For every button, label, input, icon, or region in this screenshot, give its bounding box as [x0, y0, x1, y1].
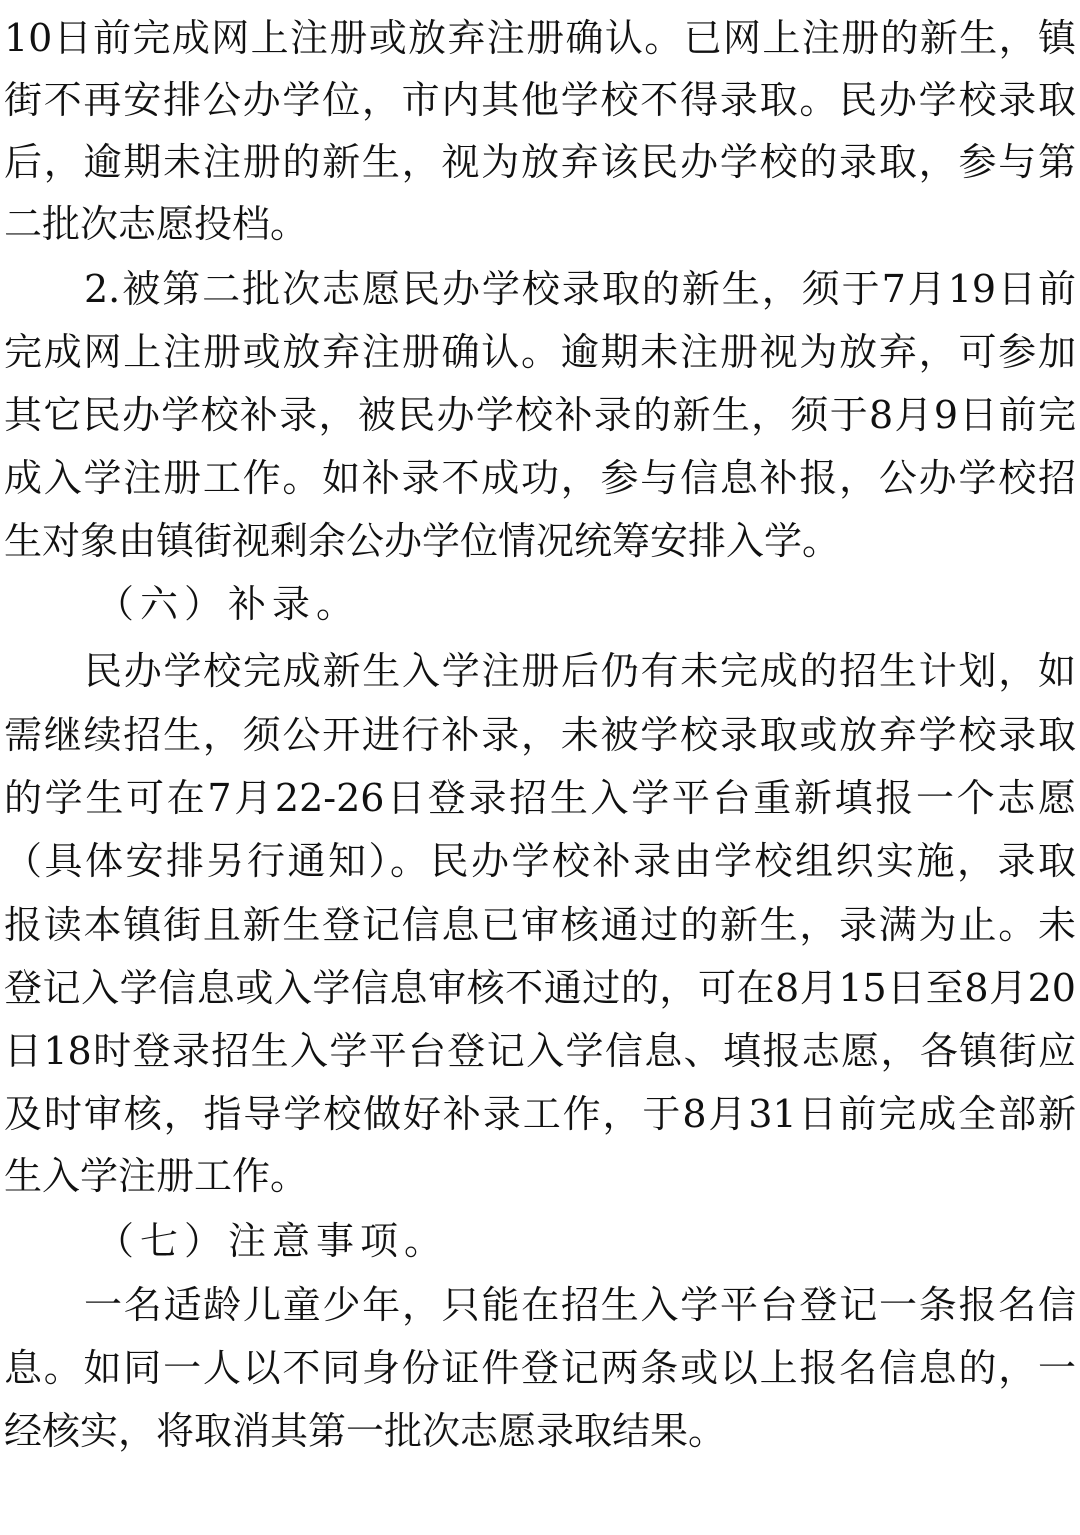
text-line: 一名适龄儿童少年，只能在招生入学平台登记一条报名信 [84, 1283, 1076, 1327]
text-line: 报读本镇街且新生登记信息已审核通过的新生，录满为止。未 [4, 903, 1076, 947]
text-line: 生入学注册工作。 [4, 1154, 309, 1198]
text-line: 后，逾期未注册的新生，视为放弃该民办学校的录取，参与第 [4, 140, 1076, 184]
text-line: 10日前完成网上注册或放弃注册确认。已网上注册的新生，镇 [4, 16, 1076, 60]
text-line: 二批次志愿投档。 [4, 202, 309, 246]
text-line: 民办学校完成新生入学注册后仍有未完成的招生计划，如 [84, 649, 1076, 693]
section-heading-6: （六）补录。 [96, 582, 361, 626]
text-line: 需继续招生，须公开进行补录，未被学校录取或放弃学校录取 [4, 713, 1076, 757]
text-line: 及时审核，指导学校做好补录工作，于8月31日前完成全部新 [4, 1092, 1076, 1136]
text-line: 的学生可在7月22-26日登录招生入学平台重新填报一个志愿 [4, 776, 1076, 820]
text-line: （具体安排另行通知）。民办学校补录由学校组织实施，录取 [4, 839, 1076, 883]
text-line: 经核实，将取消其第一批次志愿录取结果。 [4, 1409, 727, 1453]
text-line: 日18时登录招生入学平台登记入学信息、填报志愿，各镇街应 [4, 1029, 1076, 1073]
text-line: 其它民办学校补录，被民办学校补录的新生，须于8月9日前完 [4, 393, 1076, 437]
text-line: 成入学注册工作。如补录不成功，参与信息补报，公办学校招 [4, 456, 1076, 500]
text-line: 2.被第二批次志愿民办学校录取的新生，须于7月19日前 [84, 267, 1076, 311]
section-heading-7: （七）注意事项。 [96, 1219, 449, 1263]
text-line: 息。如同一人以不同身份证件登记两条或以上报名信息的，一 [4, 1346, 1076, 1390]
text-line: 完成网上注册或放弃注册确认。逾期未注册视为放弃，可参加 [4, 330, 1076, 374]
text-line: 街不再安排公办学位，市内其他学校不得录取。民办学校录取 [4, 78, 1076, 122]
text-line: 登记入学信息或入学信息审核不通过的，可在8月15日至8月20 [4, 966, 1076, 1010]
text-line: 生对象由镇街视剩余公办学位情况统筹安排入学。 [4, 519, 841, 563]
